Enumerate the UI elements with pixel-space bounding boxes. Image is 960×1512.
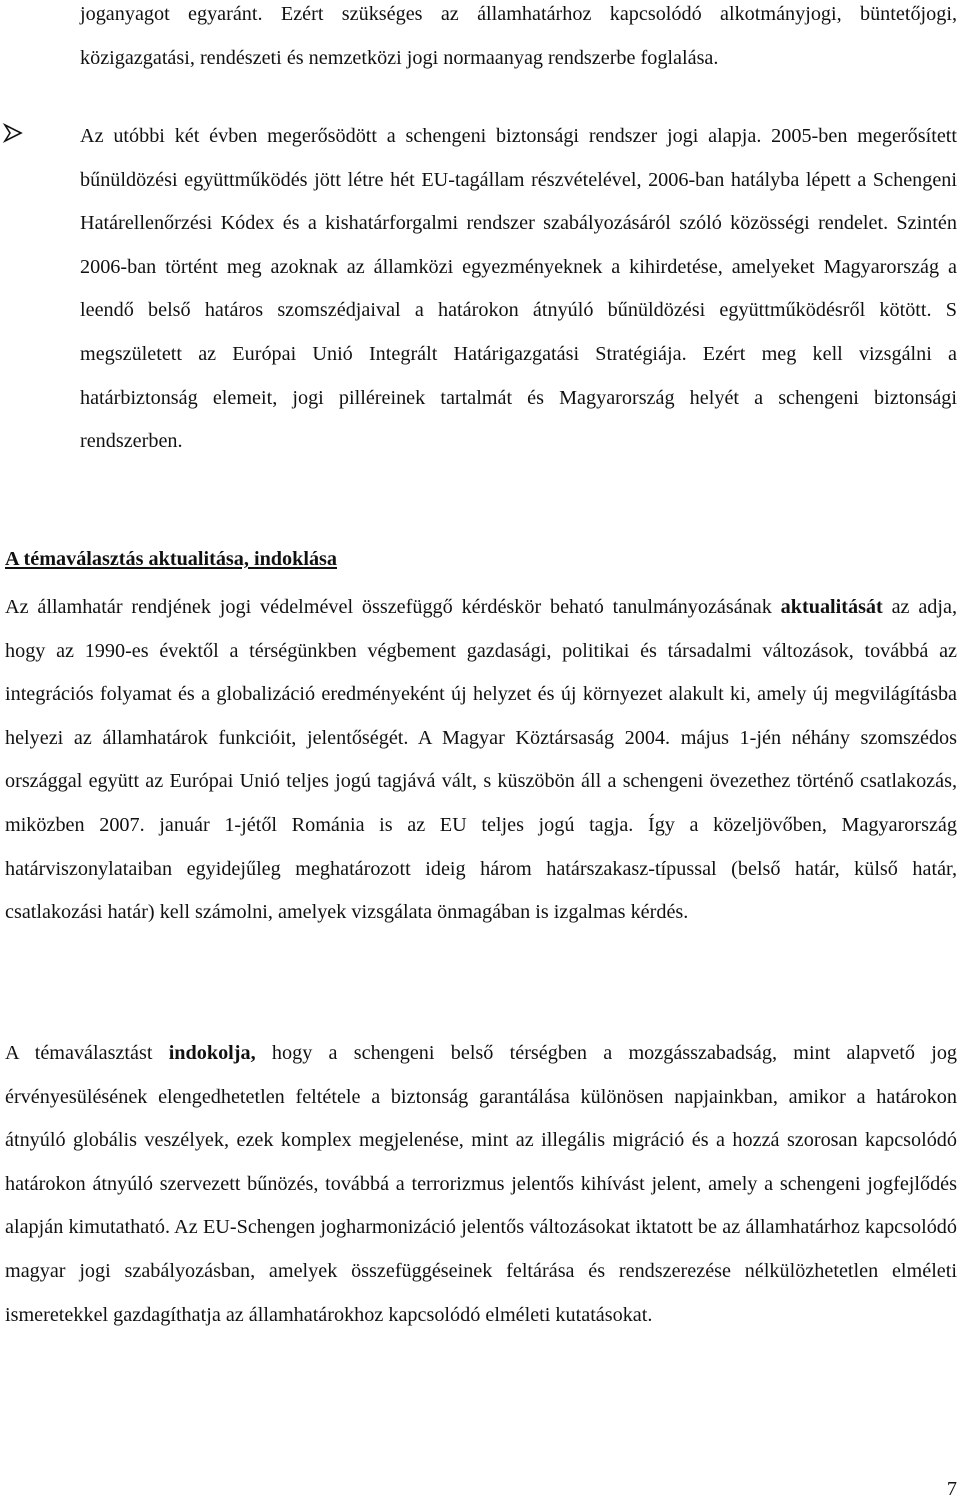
paragraph-justification-body: hogy a schengeni belső térségben a mozgásszabadság, mint alapvető jog érvényesülésének elengedhetetlen feltétele a biztonság garantálása különösen napjainkban, amikor a határokon átnyúló globális veszélyek, ezek komplex megjelenése, mint az illegális migráció és a hozzá szorosan kapcsolódó határokon átnyúló szervezett bűnözés, továbbá a terrorizmus jelentős kihívást jelent, amely a schengeni jogfejlődés alapján kimutatható. Az EU-Schengen jogharmonizáció jelentős változásokat iktatott be az államhatárhoz kapcsolódó magyar jogi szabályozásban, amelyek összefüggéseinek feltárása és rendszerezése nélkülözhetetlen elméleti ismeretekkel gazdagíthatja az államhatárokhoz kapcsolódó elméleti kutatásokat.: [5, 1042, 958, 1326]
paragraph-justification-intro: A témaválasztást: [5, 1042, 169, 1064]
paragraph-actuality: [5, 586, 957, 935]
section-heading: A témaválasztás aktualitása, indoklása: [5, 548, 338, 570]
arrowhead-bullet-icon: [2, 122, 24, 144]
paragraph-actuality-bold: aktualitását: [780, 596, 883, 618]
paragraph-actuality-intro: Az államhatár rendjének jogi védelmével összefüggő kérdéskör beható tanulmányozásának: [5, 596, 781, 618]
paragraph-justification: [5, 1032, 957, 1337]
continuation-text: joganyagot egyaránt. Ezért szükséges az államhatárhoz kapcsolódó alkotmányjogi, büntetőjogi, közigazgatási, rendészeti és nemzetközi jogi normaanyag rendszerbe foglalása.: [80, 3, 957, 69]
paragraph-actuality-body: az adja, hogy az 1990-es évektől a térségünkben végbement gazdasági, politikai és társadalmi változások, továbbá az integrációs folyamat és a globalizáció eredményeként új helyzet és új környezet alakult ki, amely új megvilágításba helyezi az államhatárok funkcióit, jelentőségét. A Magyar Köztársaság 2004. május 1-jén néhány szomszédos országgal együtt az Európai Unió teljes jogú tagjává vált, s küszöbön áll a schengeni övezethez történő csatlakozás, miközben 2007. január 1-jétől Románia is az EU teljes jogú tagja. Így a közeljövőben, Magyarország határviszonylataiban egyidejűleg meghatározott ideig három határszakasz-típussal (belső határ, külső határ, csatlakozási határ) kell számolni, amelyek vizsgálata önmagában is izgalmas kérdés.: [5, 596, 958, 924]
continuation-paragraph: [80, 0, 957, 80]
page-number: 7: [946, 1478, 957, 1500]
bullet-paragraph: [80, 115, 957, 464]
bullet-text: Az utóbbi két évben megerősödött a schengeni biztonsági rendszer jogi alapja. 2005-ben megerősített bűnüldözési együttműködés jött létre hét EU-tagállam részvételével, 2006-ban hatályba lépett a Schengeni Határellenőrzési Kódex és a kishatárforgalmi rendszer szabályozásáról szóló közösségi rendelet. Szintén 2006-ban történt meg azoknak az államközi egyezményeknek a kihirdetése, amelyeket Magyarország a leendő belső határos szomszédjaival a határokon átnyúló bűnüldözési együttműködésről kötött. S megszületett az Európai Unió Integrált Határigazgatási Stratégiája. Ezért meg kell vizsgálni a határbiztonság elemeit, jogi pilléreinek tartalmát és Magyarország helyét a schengeni biztonsági rendszerben.: [80, 125, 957, 453]
paragraph-justification-bold: indokolja,: [168, 1042, 256, 1064]
